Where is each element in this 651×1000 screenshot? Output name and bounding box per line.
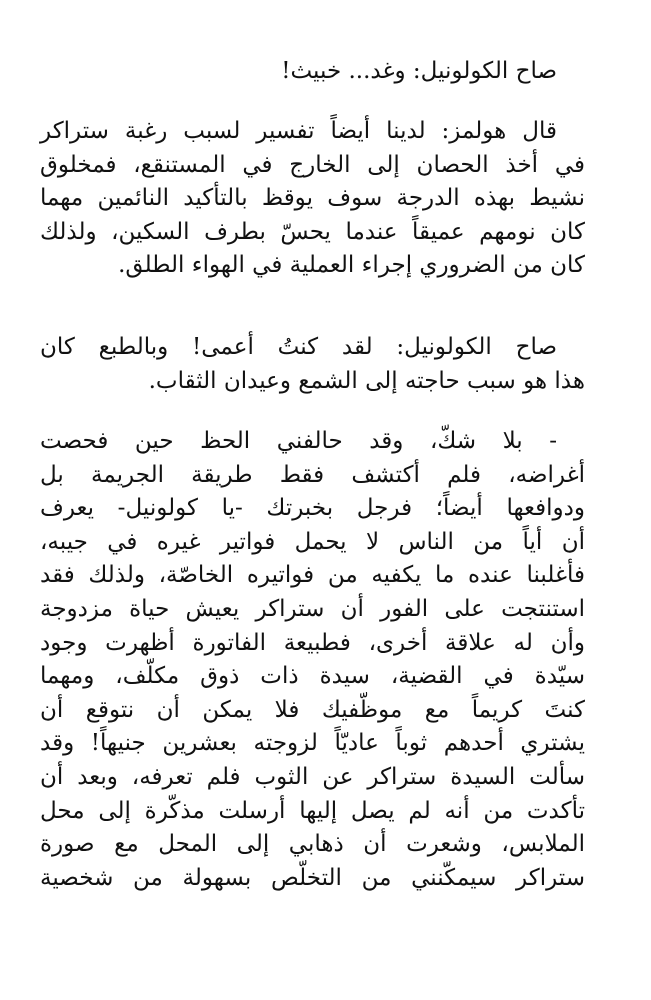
text-line: استنتجت على الفور أن ستراكر يعيش حياة مزدوجة — [40, 595, 585, 622]
text-line: هذا هو سبب حاجته إلى الشمع وعيدان الثقاب. — [148, 367, 585, 394]
text-line: ودوافعها أيضاً؛ فرجل بخبرتك -يا كولونيل- يعرف — [40, 495, 585, 522]
text-line: وأن له علاقة أخرى، فطبيعة الفاتورة أظهرت وجود — [40, 629, 585, 656]
paragraph-holmes-deduction — [40, 425, 585, 895]
paragraph-holmes-explanation — [40, 115, 585, 283]
text-line: قال هولمز: لدينا أيضاً تفسير لسبب رغبة ستراكر — [40, 118, 557, 144]
text-line: في أخذ الحصان إلى الخارج في المستنقع، فمخلوق — [40, 151, 585, 178]
text-line: صاح الكولونيل: لقد كنتُ أعمى! وبالطبع كان — [40, 334, 557, 360]
text-line: كان من الضروري إجراء العملية في الهواء الطلق. — [118, 252, 585, 278]
text-line: أن أياً من الناس لا يحمل فواتير غيره في جيبه، — [40, 528, 585, 555]
text-line: فأغلبنا عنده ما يكفيه من فواتيره الخاصّة، ولذلك فقد — [40, 562, 585, 589]
text-line: يشتري أحدهم ثوباً عاديّاً لزوجته بعشرين جنيهاً! وقد — [40, 730, 585, 757]
text-line: سألت السيدة ستراكر عن الثوب فلم تعرفه، وبعد أن — [40, 763, 585, 790]
text-line: - بلا شكّ، وقد حالفني الحظ حين فحصت — [40, 428, 557, 454]
text-line: كنتَ كريماً مع موظّفيك فلا يمكن أن نتوقع أن — [40, 696, 585, 723]
text-line: كان نومهم عميقاً عندما يحسّ بطرف السكين، ولذلك — [40, 218, 585, 245]
text-line: أغراضه، فلم أكتشف فقط طريقة الجريمة بل — [40, 461, 585, 488]
paragraph-colonel-exclaims — [40, 55, 585, 89]
paragraph-colonel-blind — [40, 331, 585, 398]
text-line: صاح الكولونيل: وغد... خبيث! — [281, 58, 557, 84]
text-line: الملابس، وشعرت أن ذهابي إلى المحل مع صورة — [40, 831, 585, 858]
text-line: ستراكر سيمكّنني من التخلّص بسهولة من شخصية — [40, 864, 585, 891]
text-line: نشيط بهذه الدرجة سوف يوقظ بالتأكيد النائمين مهما — [40, 185, 585, 211]
text-line: تأكدت من أنه لم يصل إليها أرسلت مذكّرة إلى محل — [40, 797, 585, 824]
text-line: سيّدة في القضية، سيدة ذات ذوق مكلّف، ومهما — [40, 663, 585, 690]
